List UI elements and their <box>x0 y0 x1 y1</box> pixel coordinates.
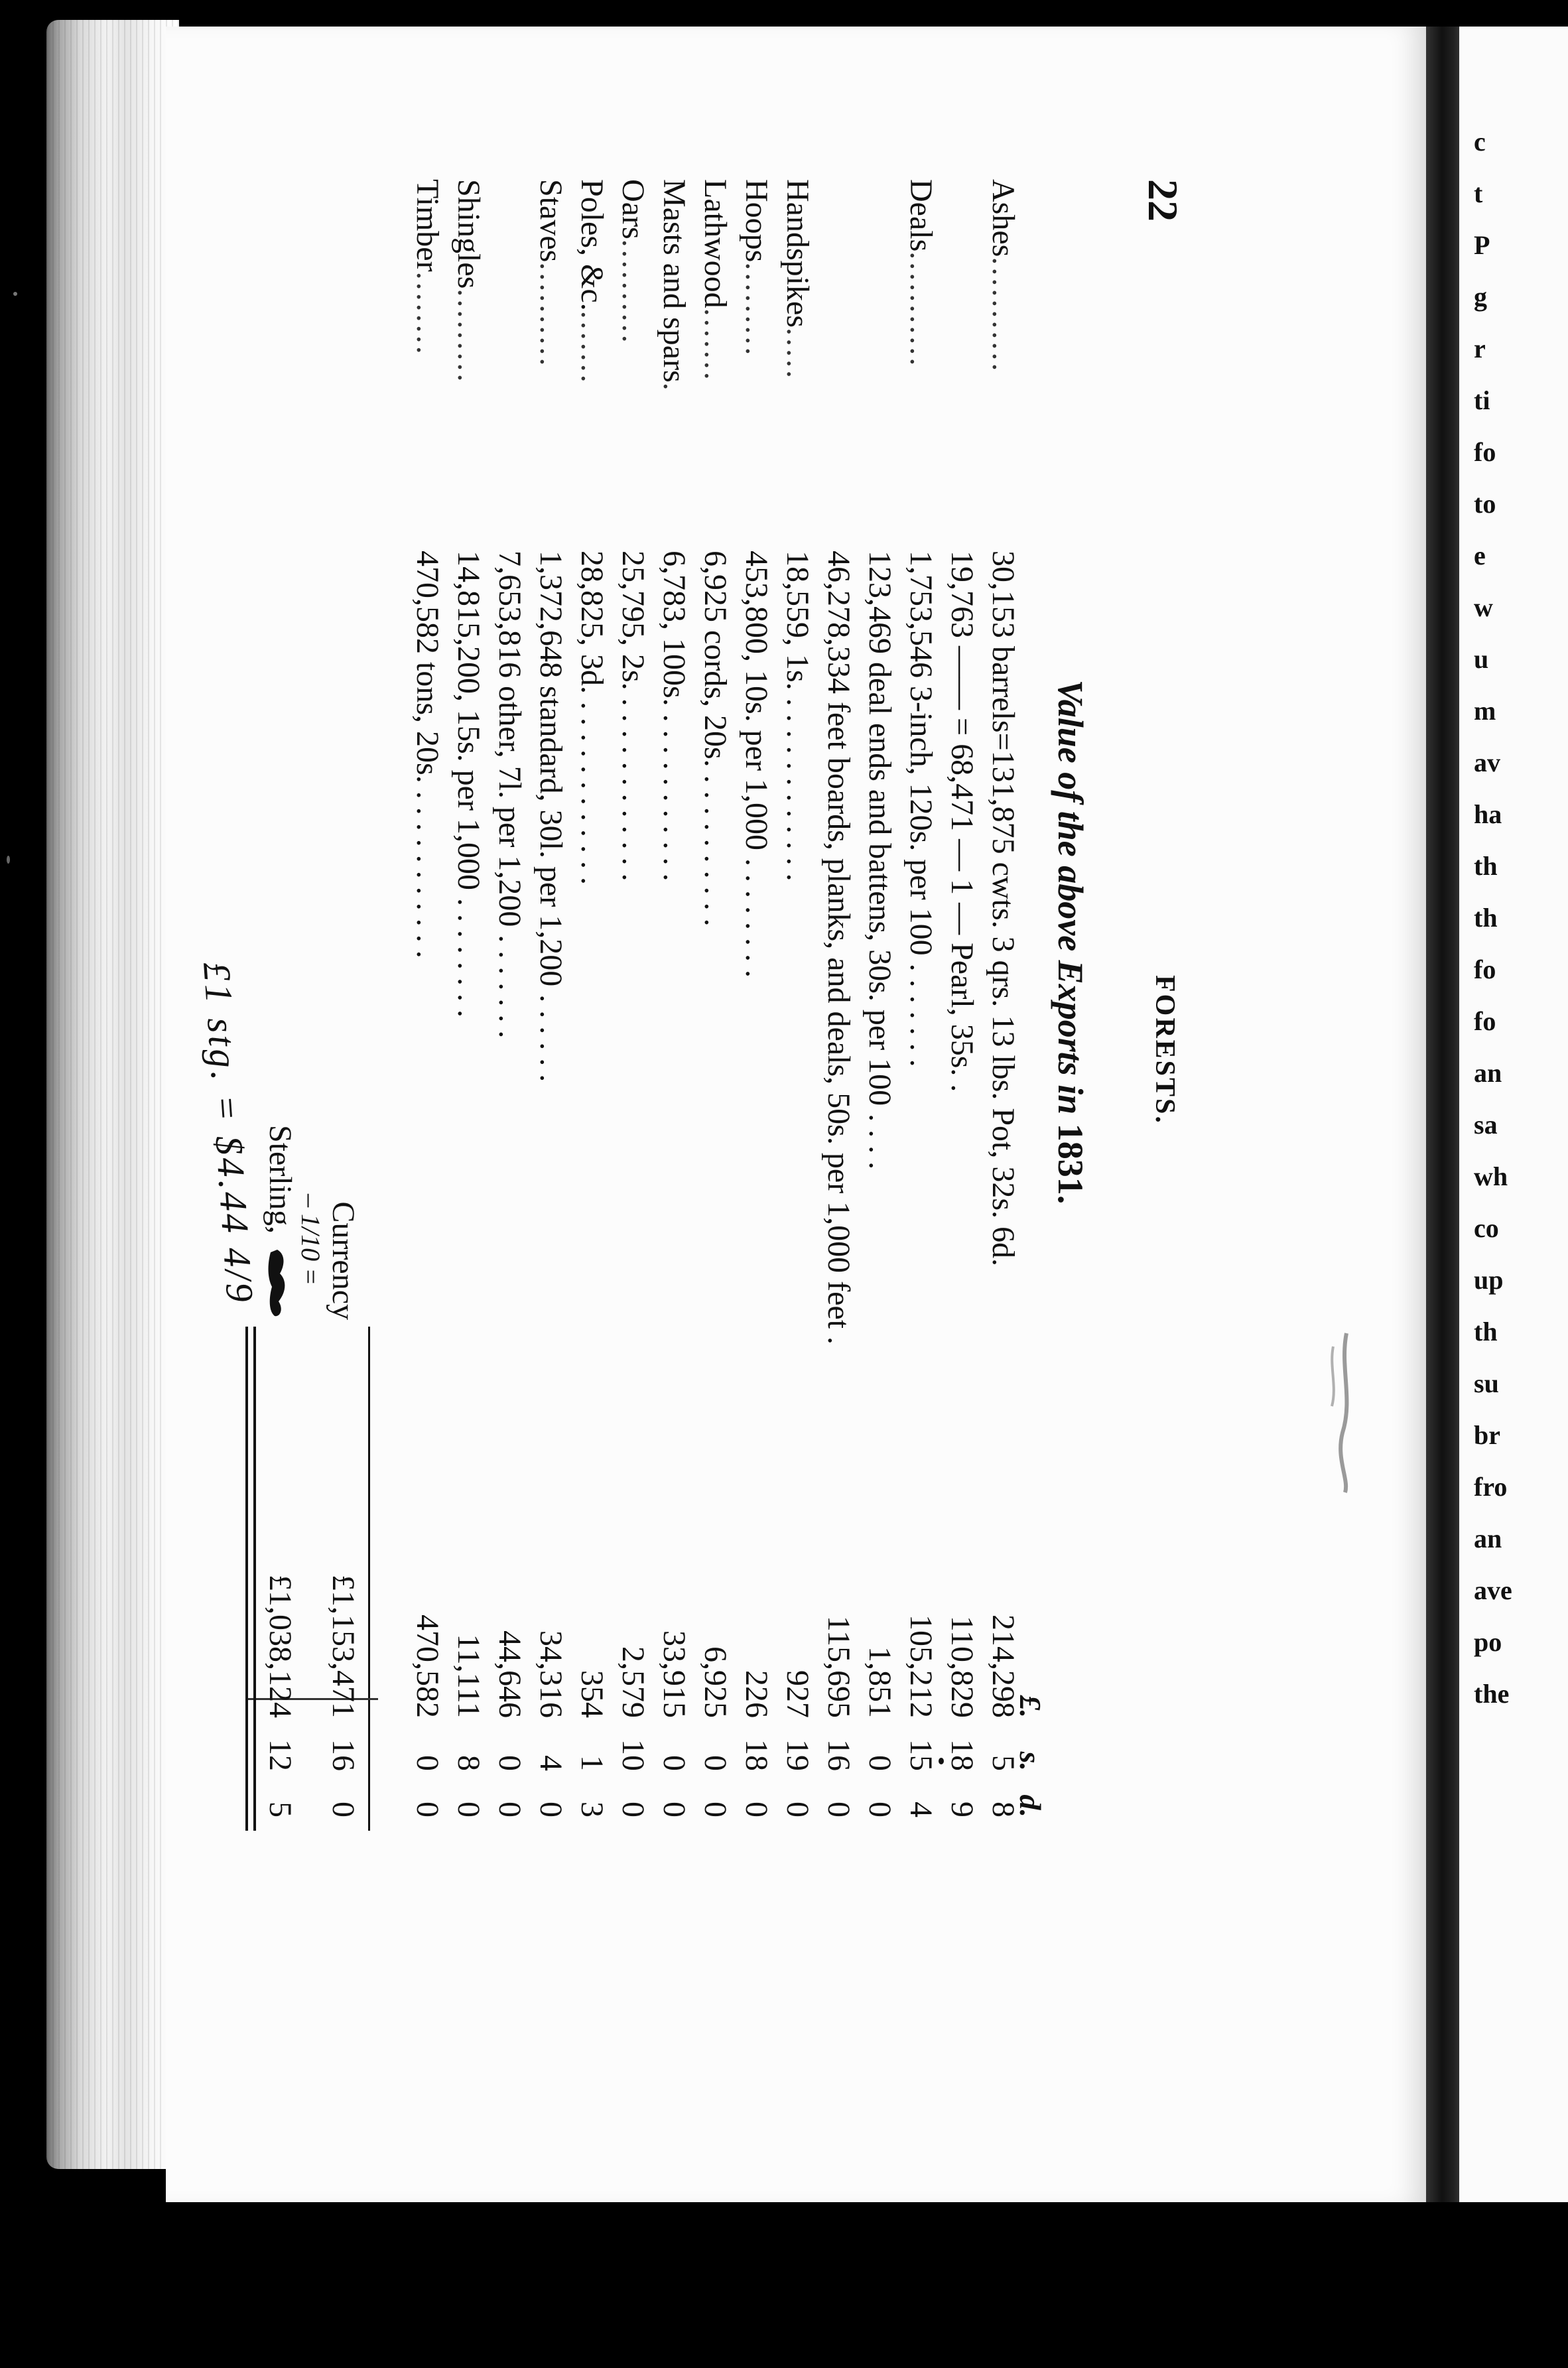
table-header-row <box>1013 179 1048 2368</box>
next-page-word-fragment: P <box>1474 230 1490 260</box>
sterling-shillings: 12 <box>263 1739 298 1771</box>
row-pounds: 226 <box>739 1670 774 1718</box>
row-description: 25,795, 2s. . . . . . . . . . . . . <box>616 551 651 882</box>
pencil-mark <box>1320 1327 1366 1499</box>
row-pounds: 1,851 <box>862 1646 897 1718</box>
next-page-word-fragment: to <box>1474 489 1496 519</box>
row-description: 470,582 tons, 20s. . . . . . . . . . . . <box>410 551 445 958</box>
table-row <box>857 179 898 2368</box>
page-heading: FORESTS. <box>1149 975 1180 1125</box>
table-row <box>651 179 692 2368</box>
page-speck <box>939 1758 944 1764</box>
row-pounds: 34,316 <box>533 1630 568 1718</box>
next-page-word-fragment: an <box>1474 1524 1502 1553</box>
sterling-label-wrap <box>262 1008 298 1320</box>
next-page-word-fragment: th <box>1474 1317 1498 1347</box>
row-shillings: 4 <box>533 1755 568 1771</box>
next-page-word-fragment: r <box>1474 334 1486 363</box>
currency-pence: 0 <box>326 1802 361 1817</box>
row-pounds: 115,695 <box>821 1615 856 1718</box>
table-row <box>405 179 446 2368</box>
row-shillings: 10 <box>616 1739 651 1771</box>
row-category <box>903 179 939 551</box>
row-category-leader: ..... <box>780 327 815 381</box>
row-shillings: 0 <box>698 1755 733 1771</box>
row-category-label: Staves <box>533 179 568 263</box>
row-description: 453,800, 10s. per 1,000 . . . . . . . . <box>739 551 774 978</box>
double-rule-top <box>253 1327 256 1831</box>
row-pence: 8 <box>986 1802 1021 1817</box>
row-category <box>985 179 1021 551</box>
ink-blot-icon <box>265 1247 289 1320</box>
next-page-word-fragment: po <box>1474 1627 1502 1657</box>
next-page-word-fragment: e <box>1474 541 1486 570</box>
row-pence: 0 <box>780 1802 815 1817</box>
row-pence: 0 <box>451 1802 486 1817</box>
row-shillings: 18 <box>739 1739 774 1771</box>
row-pounds: 105,212 <box>903 1614 939 1718</box>
next-page-word-fragment: c <box>1474 127 1486 157</box>
next-page-word-fragment: ti <box>1474 385 1490 415</box>
page-number: 22 <box>1140 179 1187 222</box>
row-pounds: 927 <box>780 1670 815 1718</box>
row-category-leader: ........ <box>410 271 445 357</box>
row-pence: 9 <box>945 1802 980 1817</box>
next-page-word-fragment: fo <box>1474 437 1496 467</box>
row-shillings: 18 <box>945 1739 980 1771</box>
table-row <box>816 179 857 2368</box>
row-category <box>574 179 610 551</box>
table-body <box>405 179 1021 2368</box>
row-shillings: 1 <box>574 1755 610 1771</box>
next-page-word-fragment: fo <box>1474 1006 1496 1036</box>
currency-pounds: £1,153,471 <box>326 1575 361 1718</box>
table-row <box>898 179 939 2368</box>
row-category-label: Shingles <box>451 179 486 289</box>
next-page-word-fragment: t <box>1474 178 1483 208</box>
row-description: 18,559, 1s. . . . . . . . . . . . . <box>780 551 815 882</box>
row-category <box>450 179 487 551</box>
table-row <box>692 179 734 2368</box>
row-shillings: 15 <box>903 1739 939 1771</box>
next-page-word-fragment: fro <box>1474 1472 1508 1502</box>
next-page-word-fragment: ave <box>1474 1575 1512 1605</box>
row-shillings: 0 <box>492 1755 527 1771</box>
table-title-year: 1831. <box>1051 1123 1090 1205</box>
header-pounds: £. <box>1013 1695 1047 1718</box>
currency-label: Currency <box>326 1201 361 1320</box>
table-row <box>528 179 569 2368</box>
row-category <box>779 179 816 551</box>
row-description: 1,753,546 3-inch, 120s. per 100 . . . . . . . <box>903 551 939 1067</box>
next-page-word-fragment: up <box>1474 1265 1504 1295</box>
row-pence: 0 <box>739 1802 774 1817</box>
row-category-leader: .......... <box>616 239 651 346</box>
row-category-label: Hoops <box>739 179 774 263</box>
row-pence: 0 <box>492 1802 527 1817</box>
next-page-word-fragment: su <box>1474 1368 1499 1398</box>
row-category-label: Timber <box>410 179 445 272</box>
row-description: 6,925 cords, 20s. . . . . . . . . . . <box>698 551 733 927</box>
row-shillings: 0 <box>657 1755 692 1771</box>
row-category-leader: . <box>657 382 692 393</box>
row-category-leader: ......... <box>739 262 774 358</box>
next-page-edge <box>1459 27 1568 2202</box>
row-pounds: 11,111 <box>451 1634 486 1718</box>
next-page-word-fragment: g <box>1474 282 1487 312</box>
row-category-leader: ....... <box>574 310 610 385</box>
next-page-word-fragment: u <box>1474 644 1489 674</box>
row-category <box>409 179 446 551</box>
table-row <box>446 179 487 2368</box>
sterling-pence: 5 <box>263 1802 298 1817</box>
row-category-leader: ......... <box>451 289 486 385</box>
table-title <box>1050 179 1091 1705</box>
row-description: 19,763 —— = 68,471 — 1 — Pearl, 35s. . <box>945 551 980 1092</box>
row-pounds: 33,915 <box>657 1630 692 1718</box>
row-category-label: Poles, &c. <box>574 179 610 311</box>
row-shillings: 16 <box>821 1739 856 1771</box>
running-head <box>1134 179 1187 2169</box>
next-page-word-fragment: w <box>1474 592 1493 622</box>
table-row <box>939 179 980 2368</box>
row-description: 6,783, 100s. . . . . . . . . . . . <box>657 551 692 882</box>
next-page-word-fragment: th <box>1474 851 1498 881</box>
row-category-leader: ........... <box>986 257 1021 374</box>
rotated-page-content <box>139 179 1214 2368</box>
next-page-word-fragment: fo <box>1474 954 1496 984</box>
table-row <box>610 179 651 2368</box>
row-category <box>697 179 734 551</box>
row-pounds: 214,298 <box>986 1614 1021 1718</box>
row-pounds: 470,582 <box>410 1614 445 1718</box>
next-page-word-fragment: co <box>1474 1213 1499 1243</box>
next-page-word-fragment: m <box>1474 696 1496 726</box>
exports-table <box>405 179 1048 2368</box>
row-shillings: 0 <box>862 1755 897 1771</box>
row-pence: 4 <box>903 1802 939 1817</box>
next-page-word-fragment: av <box>1474 748 1500 777</box>
row-pounds: 2,579 <box>616 1646 651 1718</box>
row-category-leader: .......... <box>533 262 568 369</box>
row-category-leader: ........... <box>903 251 939 369</box>
row-description: 46,278,334 feet boards, planks, and deals, 50s. per 1,000 feet . <box>821 551 856 1345</box>
row-shillings: 5 <box>986 1755 1021 1771</box>
row-category-label: Masts and spars <box>657 179 692 383</box>
row-description: 30,153 barrels=131,875 cwts. 3 qrs. 13 lbs. Pot, 32s. 6d. <box>986 551 1021 1267</box>
sterling-total-row <box>259 179 298 1837</box>
row-pounds: 354 <box>574 1670 610 1718</box>
table-row <box>734 179 775 2368</box>
row-category-label: Oars <box>616 179 651 239</box>
currency-shillings: 16 <box>326 1739 361 1771</box>
next-page-word-fragment: th <box>1474 903 1498 933</box>
next-page-word-fragment: wh <box>1474 1161 1508 1191</box>
row-description: 7,653,816 other, 7l. per 1,200 . . . . . . . <box>492 551 527 1039</box>
next-page-word-fragment: the <box>1474 1679 1510 1709</box>
row-category <box>656 179 692 551</box>
row-pence: 0 <box>533 1802 568 1817</box>
row-pence: 0 <box>862 1802 897 1817</box>
table-row <box>775 179 816 2368</box>
currency-total-row <box>322 179 361 1837</box>
row-category <box>533 179 569 551</box>
double-rule-bottom <box>245 1327 248 1831</box>
row-category-label: Ashes <box>986 179 1021 257</box>
row-pence: 0 <box>821 1802 856 1817</box>
row-category-label: Handspikes <box>780 179 815 328</box>
row-description: 28,825, 3d. . . . . . . . . . . . . <box>574 551 610 885</box>
table-row <box>569 179 610 2368</box>
handwritten-annotation: £1 stg. = $4.44 4/9 <box>195 960 263 1306</box>
next-page-word-fragment: sa <box>1474 1110 1498 1140</box>
row-category <box>615 179 651 551</box>
divisor-note: – 1/10 = <box>296 1194 326 1286</box>
sterling-label: Sterling, <box>263 1125 298 1234</box>
header-pence: d. <box>1013 1794 1047 1817</box>
row-shillings: 19 <box>780 1739 815 1771</box>
row-pounds: 6,925 <box>698 1646 733 1718</box>
next-page-word-fragment: ha <box>1474 799 1502 829</box>
row-category-leader: ....... <box>698 308 733 383</box>
table-row <box>980 179 1021 2368</box>
table-row <box>487 179 528 2368</box>
row-pence: 3 <box>574 1802 610 1817</box>
row-pence: 0 <box>410 1802 445 1817</box>
next-page-word-fragment: br <box>1474 1420 1500 1450</box>
row-category <box>738 179 775 551</box>
row-pence: 0 <box>657 1802 692 1817</box>
row-description: 123,469 deal ends and battens, 30s. per 100 . . . . <box>862 551 897 1170</box>
header-shillings: s. <box>1013 1751 1047 1771</box>
scan-speck <box>7 856 10 864</box>
row-description: 14,815,200, 15s. per 1,000 . . . . . . . . <box>451 551 486 1018</box>
sterling-pounds: £1,038,124 <box>263 1575 298 1718</box>
row-shillings: 0 <box>410 1755 445 1771</box>
row-pounds: 110,829 <box>945 1615 980 1718</box>
row-pence: 0 <box>616 1802 651 1817</box>
row-category-label: Deals <box>903 179 939 252</box>
table-title-text: Value of the above Exports in <box>1051 679 1090 1115</box>
row-category-label: Lathwood <box>698 179 733 308</box>
next-page-word-fragment: an <box>1474 1058 1502 1088</box>
row-pence: 0 <box>698 1802 733 1817</box>
row-description: 1,372,648 standard, 30l. per 1,200 . . . . . . <box>533 551 568 1083</box>
row-pounds: 44,646 <box>492 1630 527 1718</box>
scan-speck <box>13 292 17 296</box>
row-shillings: 8 <box>451 1755 486 1771</box>
total-rule <box>368 1327 370 1831</box>
